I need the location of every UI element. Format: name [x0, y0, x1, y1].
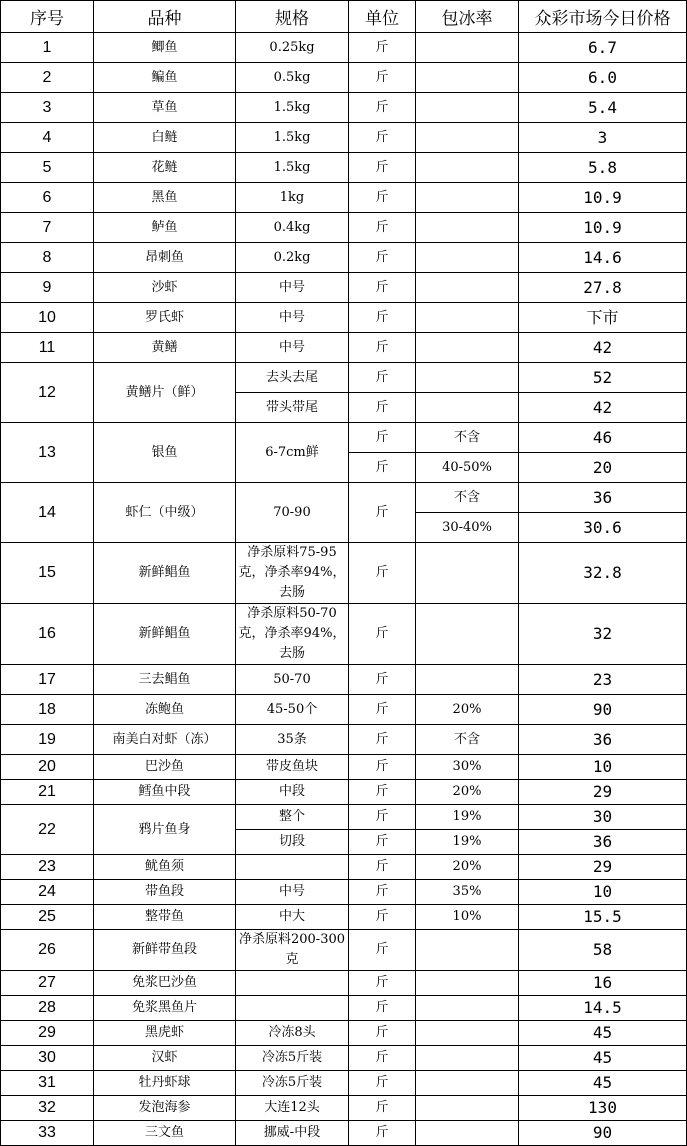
- table-row: [1, 1021, 687, 1046]
- row-spec: 冷冻8头: [236, 1021, 349, 1046]
- row-name: 罗氏虾: [94, 303, 236, 333]
- row-no: 3: [1, 93, 94, 123]
- row-name: 牡丹虾球: [94, 1071, 236, 1096]
- row-ice: 30%: [416, 755, 519, 780]
- table-row: [1, 780, 687, 805]
- table-row: [1, 880, 687, 905]
- row-unit: 斤: [349, 453, 416, 483]
- row-name: 黄鳝片（鲜）: [94, 363, 236, 423]
- row-spec: 中号: [236, 273, 349, 303]
- row-spec: 大连12头: [236, 1096, 349, 1121]
- row-name: 整带鱼: [94, 905, 236, 930]
- row-spec: 35条: [236, 725, 349, 755]
- row-spec: 70-90: [236, 483, 349, 543]
- row-price: 3: [519, 123, 687, 153]
- row-ice: [416, 996, 519, 1021]
- table-row: [1, 805, 687, 830]
- row-unit: 斤: [349, 93, 416, 123]
- row-spec: 1.5kg: [236, 93, 349, 123]
- row-ice: [416, 1071, 519, 1096]
- table-row: [1, 1096, 687, 1121]
- row-unit: 斤: [349, 363, 416, 393]
- row-ice: [416, 33, 519, 63]
- row-price: 36: [519, 483, 687, 513]
- row-no: 10: [1, 303, 94, 333]
- row-price: 5.8: [519, 153, 687, 183]
- table-row: [1, 725, 687, 755]
- header-name: 品种: [94, 1, 236, 33]
- table-row: [1, 363, 687, 393]
- row-spec: 6-7cm鲜: [236, 423, 349, 483]
- row-name: 鳕鱼中段: [94, 780, 236, 805]
- row-unit: 斤: [349, 393, 416, 423]
- row-spec: 净杀原料75-95克，净杀率94%，去肠: [236, 543, 349, 604]
- table-row: [1, 93, 687, 123]
- row-ice: 20%: [416, 695, 519, 725]
- row-price: 20: [519, 453, 687, 483]
- row-ice: [416, 63, 519, 93]
- row-ice: [416, 971, 519, 996]
- row-unit: 斤: [349, 213, 416, 243]
- row-spec: 0.25kg: [236, 33, 349, 63]
- row-price: 29: [519, 855, 687, 880]
- row-ice: 不含: [416, 423, 519, 453]
- row-name: 带鱼段: [94, 880, 236, 905]
- row-spec: 切段: [236, 830, 349, 855]
- row-name: 冻鲍鱼: [94, 695, 236, 725]
- row-no: 4: [1, 123, 94, 153]
- row-unit: 斤: [349, 855, 416, 880]
- row-spec: [236, 996, 349, 1021]
- row-spec: 中大: [236, 905, 349, 930]
- row-ice: 20%: [416, 780, 519, 805]
- header-ice: 包冰率: [416, 1, 519, 33]
- row-no: 29: [1, 1021, 94, 1046]
- row-price: 27.8: [519, 273, 687, 303]
- row-unit: 斤: [349, 880, 416, 905]
- row-name: 沙虾: [94, 273, 236, 303]
- row-spec: 1.5kg: [236, 123, 349, 153]
- row-unit: 斤: [349, 1021, 416, 1046]
- row-price: 23: [519, 665, 687, 695]
- row-no: 28: [1, 996, 94, 1021]
- row-unit: 斤: [349, 971, 416, 996]
- row-ice: 19%: [416, 830, 519, 855]
- table-row: [1, 183, 687, 213]
- row-price: 90: [519, 695, 687, 725]
- table-row: [1, 243, 687, 273]
- row-name: 免浆巴沙鱼: [94, 971, 236, 996]
- row-unit: 斤: [349, 780, 416, 805]
- row-no: 6: [1, 183, 94, 213]
- row-no: 30: [1, 1046, 94, 1071]
- table-row: [1, 333, 687, 363]
- row-price: 10.9: [519, 183, 687, 213]
- row-name: 汉虾: [94, 1046, 236, 1071]
- row-name: 新鲜鲳鱼: [94, 543, 236, 604]
- row-no: 15: [1, 543, 94, 604]
- row-no: 23: [1, 855, 94, 880]
- table-row: [1, 123, 687, 153]
- row-no: 31: [1, 1071, 94, 1096]
- row-ice: 不含: [416, 725, 519, 755]
- row-ice: [416, 93, 519, 123]
- table-row: [1, 905, 687, 930]
- row-name: 免浆黑鱼片: [94, 996, 236, 1021]
- row-no: 26: [1, 930, 94, 971]
- table-row: [1, 423, 687, 453]
- row-price: 14.5: [519, 996, 687, 1021]
- header-no: 序号: [1, 1, 94, 33]
- row-unit: 斤: [349, 755, 416, 780]
- row-unit: 斤: [349, 123, 416, 153]
- row-unit: 斤: [349, 273, 416, 303]
- row-no: 13: [1, 423, 94, 483]
- row-ice: [416, 930, 519, 971]
- row-ice: [416, 333, 519, 363]
- row-no: 12: [1, 363, 94, 423]
- row-ice: [416, 273, 519, 303]
- row-ice: [416, 1021, 519, 1046]
- table-row: [1, 483, 687, 513]
- row-price: 14.6: [519, 243, 687, 273]
- row-no: 21: [1, 780, 94, 805]
- header-price: 众彩市场今日价格: [519, 1, 687, 33]
- table-row: [1, 855, 687, 880]
- row-ice: [416, 604, 519, 665]
- row-price: 36: [519, 725, 687, 755]
- table-row: [1, 604, 687, 665]
- table-row: [1, 1071, 687, 1096]
- row-name: 白鲢: [94, 123, 236, 153]
- row-name: 银鱼: [94, 423, 236, 483]
- row-spec: 冷冻5斤装: [236, 1046, 349, 1071]
- row-name: 鲫鱼: [94, 33, 236, 63]
- row-no: 17: [1, 665, 94, 695]
- row-ice: [416, 183, 519, 213]
- row-no: 24: [1, 880, 94, 905]
- row-no: 18: [1, 695, 94, 725]
- row-no: 19: [1, 725, 94, 755]
- row-ice: 20%: [416, 855, 519, 880]
- row-ice: [416, 665, 519, 695]
- header-row: [1, 1, 687, 33]
- row-spec: 中号: [236, 880, 349, 905]
- row-price: 10: [519, 880, 687, 905]
- row-name: 鱿鱼须: [94, 855, 236, 880]
- row-price: 15.5: [519, 905, 687, 930]
- row-name: 新鲜带鱼段: [94, 930, 236, 971]
- row-unit: 斤: [349, 905, 416, 930]
- row-no: 25: [1, 905, 94, 930]
- row-ice: 40-50%: [416, 453, 519, 483]
- row-unit: 斤: [349, 830, 416, 855]
- row-ice: 10%: [416, 905, 519, 930]
- row-no: 8: [1, 243, 94, 273]
- row-no: 32: [1, 1096, 94, 1121]
- row-price: 130: [519, 1096, 687, 1121]
- table-row: [1, 153, 687, 183]
- row-no: 20: [1, 755, 94, 780]
- row-spec: [236, 855, 349, 880]
- table-row: [1, 543, 687, 604]
- row-spec: 中号: [236, 303, 349, 333]
- row-price: 下市: [519, 303, 687, 333]
- row-spec: 挪威-中段: [236, 1121, 349, 1146]
- row-ice: [416, 303, 519, 333]
- row-price: 46: [519, 423, 687, 453]
- row-name: 昂刺鱼: [94, 243, 236, 273]
- row-no: 27: [1, 971, 94, 996]
- table-row: [1, 930, 687, 971]
- row-name: 鲈鱼: [94, 213, 236, 243]
- row-spec: 净杀原料50-70克，净杀率94%，去肠: [236, 604, 349, 665]
- row-name: 黑虎虾: [94, 1021, 236, 1046]
- row-ice: [416, 123, 519, 153]
- row-name: 鳊鱼: [94, 63, 236, 93]
- row-ice: [416, 1121, 519, 1146]
- row-price: 45: [519, 1046, 687, 1071]
- table-row: [1, 1121, 687, 1146]
- row-ice: 不含: [416, 483, 519, 513]
- row-no: 1: [1, 33, 94, 63]
- row-spec: 50-70: [236, 665, 349, 695]
- table-row: [1, 695, 687, 725]
- row-unit: 斤: [349, 183, 416, 213]
- row-price: 58: [519, 930, 687, 971]
- table-row: [1, 996, 687, 1021]
- row-ice: [416, 213, 519, 243]
- row-spec: 冷冻5斤装: [236, 1071, 349, 1096]
- row-ice: [416, 243, 519, 273]
- row-spec: 0.2kg: [236, 243, 349, 273]
- row-price: 52: [519, 363, 687, 393]
- table-row: [1, 755, 687, 780]
- row-name: 黑鱼: [94, 183, 236, 213]
- header-unit: 单位: [349, 1, 416, 33]
- row-unit: 斤: [349, 333, 416, 363]
- row-unit: 斤: [349, 930, 416, 971]
- row-unit: 斤: [349, 604, 416, 665]
- row-price: 42: [519, 333, 687, 363]
- row-spec: 整个: [236, 805, 349, 830]
- row-name: 鸦片鱼身: [94, 805, 236, 855]
- row-no: 33: [1, 1121, 94, 1146]
- row-price: 29: [519, 780, 687, 805]
- row-unit: 斤: [349, 1096, 416, 1121]
- row-spec: 1.5kg: [236, 153, 349, 183]
- table-row: [1, 33, 687, 63]
- row-spec: [236, 971, 349, 996]
- row-no: 2: [1, 63, 94, 93]
- table-row: [1, 1046, 687, 1071]
- row-no: 5: [1, 153, 94, 183]
- row-price: 30: [519, 805, 687, 830]
- row-spec: 去头去尾: [236, 363, 349, 393]
- row-unit: 斤: [349, 695, 416, 725]
- row-unit: 斤: [349, 33, 416, 63]
- row-name: 巴沙鱼: [94, 755, 236, 780]
- row-price: 32: [519, 604, 687, 665]
- row-spec: 45-50个: [236, 695, 349, 725]
- row-unit: 斤: [349, 243, 416, 273]
- row-price: 6.7: [519, 33, 687, 63]
- row-unit: 斤: [349, 805, 416, 830]
- row-price: 42: [519, 393, 687, 423]
- row-ice: 30-40%: [416, 513, 519, 543]
- row-ice: 35%: [416, 880, 519, 905]
- row-price: 5.4: [519, 93, 687, 123]
- row-spec: 带头带尾: [236, 393, 349, 423]
- row-name: 虾仁（中级）: [94, 483, 236, 543]
- row-name: 新鲜鲳鱼: [94, 604, 236, 665]
- table-row: [1, 665, 687, 695]
- table-row: [1, 213, 687, 243]
- row-no: 11: [1, 333, 94, 363]
- row-unit: 斤: [349, 153, 416, 183]
- row-price: 32.8: [519, 543, 687, 604]
- row-name: 三文鱼: [94, 1121, 236, 1146]
- row-unit: 斤: [349, 996, 416, 1021]
- row-unit: 斤: [349, 1121, 416, 1146]
- row-ice: [416, 1046, 519, 1071]
- table-row: [1, 303, 687, 333]
- row-ice: [416, 363, 519, 393]
- row-name: 黄鳝: [94, 333, 236, 363]
- row-spec: 带皮鱼块: [236, 755, 349, 780]
- row-name: 花鲢: [94, 153, 236, 183]
- table-row: [1, 63, 687, 93]
- row-price: 30.6: [519, 513, 687, 543]
- row-price: 45: [519, 1071, 687, 1096]
- row-unit: 斤: [349, 483, 416, 543]
- row-price: 90: [519, 1121, 687, 1146]
- row-no: 14: [1, 483, 94, 543]
- row-name: 三去鲳鱼: [94, 665, 236, 695]
- row-price: 10: [519, 755, 687, 780]
- row-name: 草鱼: [94, 93, 236, 123]
- row-spec: 1kg: [236, 183, 349, 213]
- table-row: [1, 273, 687, 303]
- row-no: 9: [1, 273, 94, 303]
- row-price: 45: [519, 1021, 687, 1046]
- row-ice: 19%: [416, 805, 519, 830]
- row-no: 16: [1, 604, 94, 665]
- row-unit: 斤: [349, 303, 416, 333]
- row-spec: 0.4kg: [236, 213, 349, 243]
- row-name: 发泡海参: [94, 1096, 236, 1121]
- row-price: 10.9: [519, 213, 687, 243]
- row-unit: 斤: [349, 543, 416, 604]
- row-unit: 斤: [349, 725, 416, 755]
- row-ice: [416, 543, 519, 604]
- header-spec: 规格: [236, 1, 349, 33]
- row-price: 36: [519, 830, 687, 855]
- row-unit: 斤: [349, 423, 416, 453]
- row-unit: 斤: [349, 63, 416, 93]
- row-unit: 斤: [349, 1046, 416, 1071]
- row-price: 16: [519, 971, 687, 996]
- row-spec: 净杀原料200-300克: [236, 930, 349, 971]
- row-no: 7: [1, 213, 94, 243]
- row-ice: [416, 1096, 519, 1121]
- row-spec: 中段: [236, 780, 349, 805]
- row-ice: [416, 153, 519, 183]
- row-unit: 斤: [349, 665, 416, 695]
- table-row: [1, 971, 687, 996]
- row-price: 6.0: [519, 63, 687, 93]
- row-spec: 中号: [236, 333, 349, 363]
- row-no: 22: [1, 805, 94, 855]
- row-ice: [416, 393, 519, 423]
- row-name: 南美白对虾（冻）: [94, 725, 236, 755]
- row-spec: 0.5kg: [236, 63, 349, 93]
- row-unit: 斤: [349, 1071, 416, 1096]
